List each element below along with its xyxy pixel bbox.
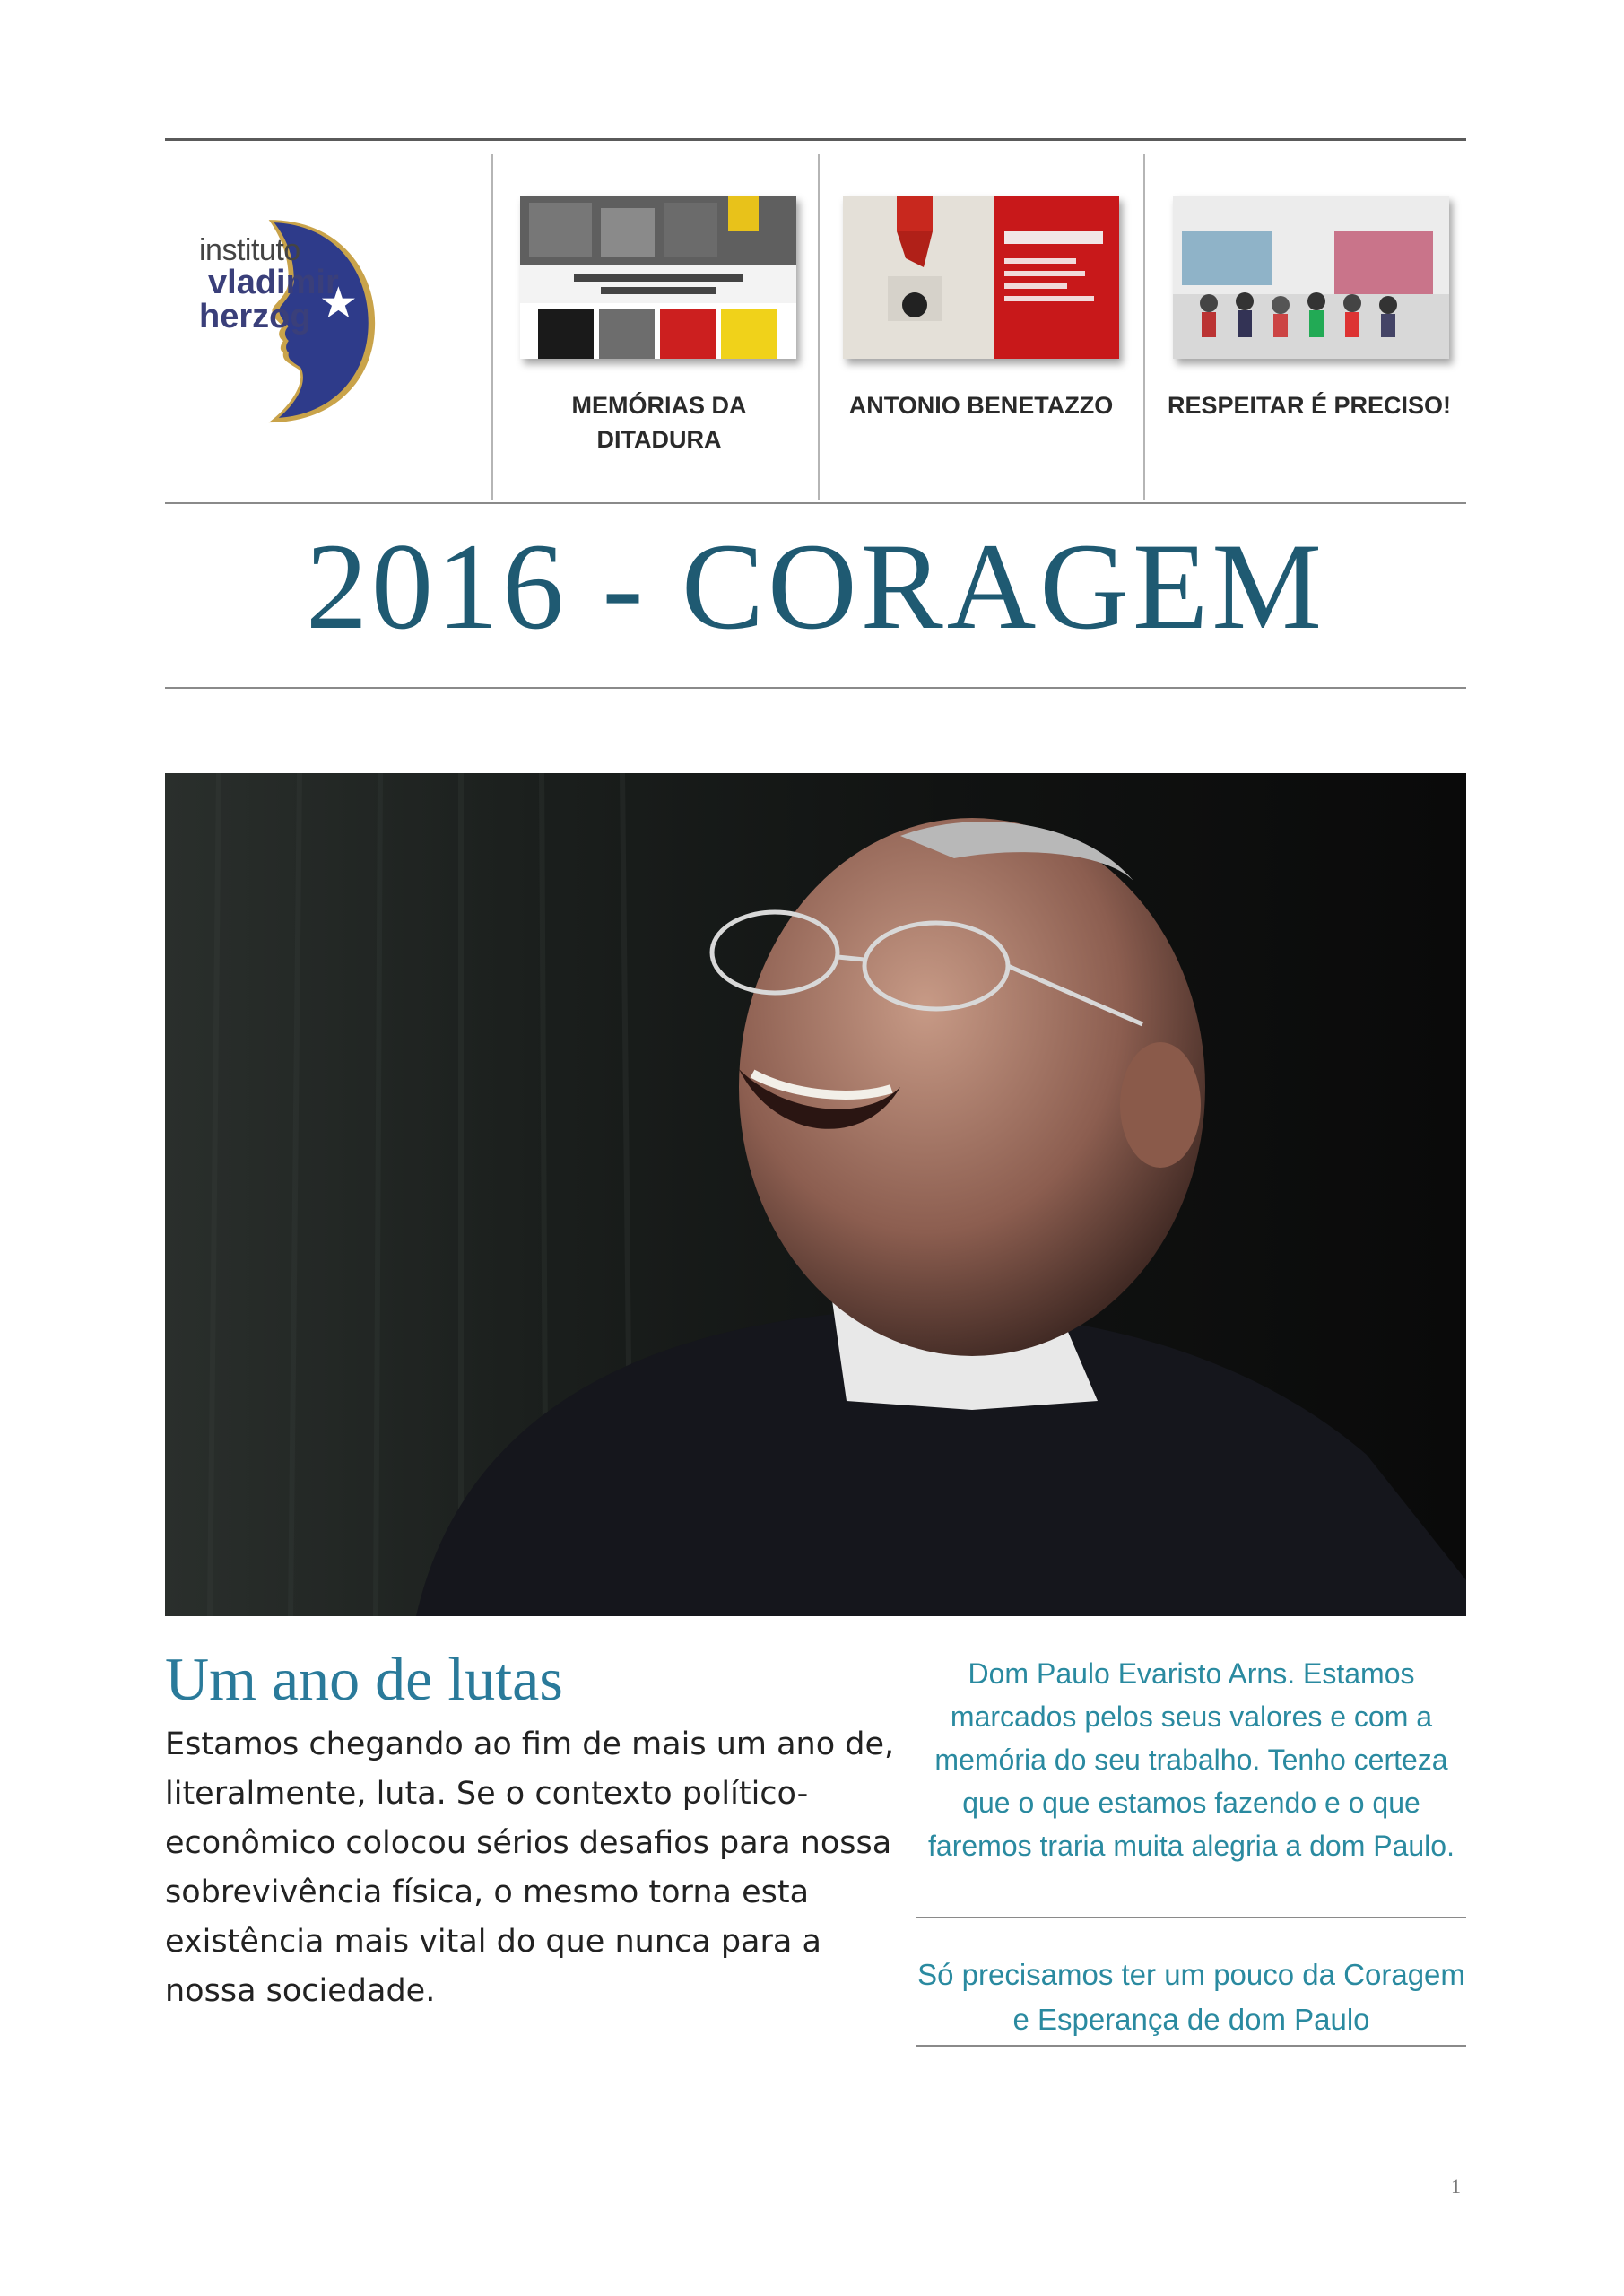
page-number: 1 [1451,2175,1461,2197]
portrait-image [165,773,1466,1616]
featured-thumbnail-respeitar[interactable] [1173,196,1449,359]
respeitar-thumbnail-image [1173,196,1449,359]
featured-thumbnail-memorias[interactable] [520,196,796,359]
sidebar-rule [916,2045,1466,2047]
header-divider [818,154,820,500]
article-title: Um ano de lutas [165,1645,563,1713]
featured-title[interactable]: ANTONIO BENETAZZO [848,392,1114,419]
page-headline: 2016 - CORAGEM [305,517,1326,655]
logo-line: herzog [199,298,311,335]
header-divider [1143,154,1145,500]
top-rule [165,138,1466,141]
logo-wordmark [199,235,339,334]
article-body: Estamos chegando ao fim de mais um ano de, literalmente, luta. Se o contexto político-econômico colocou sérios desafios para nossa sobrevivência física, o mesmo torna esta existência mais vital do que nunca para a nossa sociedade. [165,1726,895,2009]
logo-line: vladimir [208,264,339,301]
benetazzo-thumbnail-image [843,196,1119,359]
featured-thumbnail-benetazzo[interactable] [843,196,1119,359]
sidebar-rule [916,1917,1466,1918]
header-divider [491,154,493,500]
header-bottom-rule [165,502,1466,504]
sidebar-quote: Dom Paulo Evaristo Arns. Estamos marcados pelos seus valores e com a memória do seu trabalho. Tenho certeza que o que estamos fazendo e o que faremos traria muita alegria a dom Paulo. [928,1657,1455,1862]
dom-paulo-photo [165,773,1466,1616]
featured-title[interactable]: RESPEITAR É PRECISO! [1167,392,1452,419]
sidebar-closing-quote: Só precisamos ter um pouco da Coragem e Esperança de dom Paulo [917,1958,1465,2036]
featured-title[interactable]: MEMÓRIAS DA DITADURA [571,392,747,453]
memorias-thumbnail-image [520,196,796,359]
headline-bottom-rule [165,687,1466,689]
logo-line: instituto [199,233,300,267]
